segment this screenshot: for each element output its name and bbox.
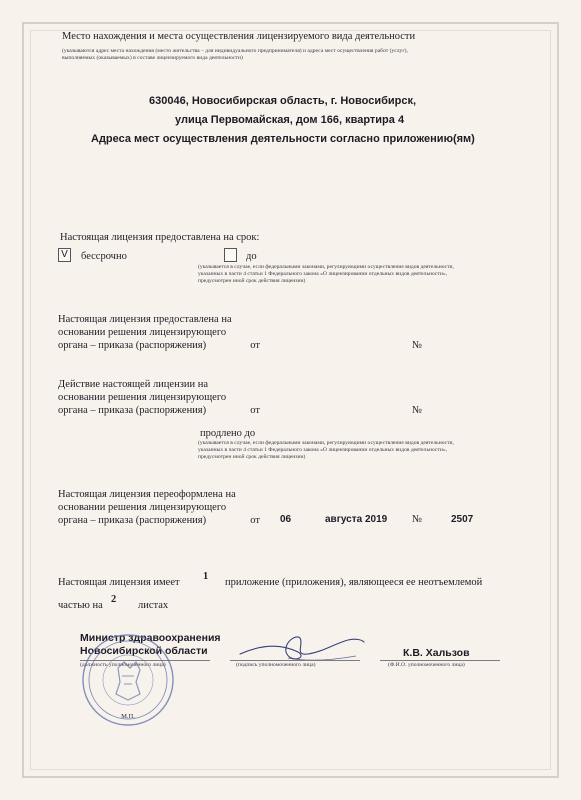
granted-block [58, 313, 260, 352]
address-line3: Адреса мест осуществления деятельности согласно приложению(ям) [91, 133, 475, 145]
extended-note-line1: (указывается в случае, если федеральными законами, регулирующими осуществление видов деятельности, [198, 440, 454, 446]
official-stamp [80, 632, 176, 728]
attachment-count: 1 [203, 571, 209, 582]
name-underline [380, 660, 500, 661]
term-note-line3: предусмотрен иной срок действия лицензии) [198, 278, 306, 284]
attachment-sheets: 2 [111, 594, 117, 605]
location-note-line1: (указываются адрес места нахождения (место жительства – для индивидуального предпринимателя) и адреса мест осуществления работ (услуг), [62, 48, 408, 54]
prolonged-label: продлено до [200, 428, 256, 439]
address-line2: улица Первомайская, дом 166, квартира 4 [175, 114, 405, 126]
term-label: Настоящая лицензия предоставлена на срок: [60, 232, 260, 243]
granted-line2: основании решения лицензирующего [58, 327, 227, 338]
signature-note: (подпись уполномоченного лица) [236, 662, 316, 668]
reissued-number: 2507 [451, 514, 474, 525]
reissued-line3: органа – приказа (распоряжения) от [58, 515, 260, 526]
indefinite-checkbox: V [58, 248, 71, 262]
extended-number-sign: № [412, 405, 423, 416]
position-line1: Министр здравоохранения [80, 632, 221, 644]
location-title: Место нахождения и места осуществления лицензируемого вида деятельности [62, 31, 416, 42]
signature-underline [230, 660, 360, 661]
attachment-suffix: приложение (приложения), являющееся ее неотъемлемой [225, 577, 483, 588]
address-line1: 630046, Новосибирская область, г. Новосибирск, [149, 95, 417, 107]
reissued-day: 06 [280, 514, 292, 525]
reissued-month-year: августа 2019 [325, 514, 388, 525]
term-note-line1: (указывается в случае, если федеральными законами, регулирующими осуществление видов деятельности, [198, 264, 454, 270]
position-line2: Новосибирской области [80, 645, 208, 657]
attachment-line2-prefix: частью на [58, 600, 103, 611]
extended-line2: основании решения лицензирующего [58, 392, 227, 403]
extended-block [58, 378, 260, 417]
signatory-name: К.В. Хальзов [403, 647, 470, 659]
position-note: (должность уполномоченного лица) [80, 662, 166, 668]
until-label: до [246, 251, 257, 262]
granted-number-sign: № [412, 340, 423, 351]
reissued-number-sign: № [412, 514, 423, 525]
name-note: (Ф.И.О. уполномоченного лица) [388, 662, 465, 668]
extended-line3: органа – приказа (распоряжения) от [58, 405, 260, 416]
reissued-block [58, 488, 260, 527]
attachment-prefix: Настоящая лицензия имеет [58, 577, 180, 588]
attachment-line2-suffix: листах [138, 600, 169, 611]
reissued-line2: основании решения лицензирующего [58, 502, 227, 513]
reissued-line1: Настоящая лицензия переоформлена на [58, 489, 236, 500]
granted-line1: Настоящая лицензия предоставлена на [58, 314, 232, 325]
location-note-line2: выполняемых (оказываемых) в составе лицензируемого вида деятельности) [62, 55, 243, 61]
extended-line1: Действие настоящей лицензии на [58, 379, 208, 390]
extended-note-line3: предусмотрен иной срок действия лицензии) [198, 454, 306, 460]
extended-note-line2: указанных в части 4 статьи 1 Федерального закона «О лицензировании отдельных видов деятельности», [198, 447, 448, 453]
stamp-mark: М.П. [121, 713, 135, 720]
granted-line3: органа – приказа (распоряжения) от [58, 340, 260, 351]
indefinite-label: бессрочно [81, 251, 127, 262]
term-note-line2: указанных в части 4 статьи 1 Федерального закона «О лицензировании отдельных видов деятельности», [198, 271, 448, 277]
until-checkbox [224, 248, 237, 262]
